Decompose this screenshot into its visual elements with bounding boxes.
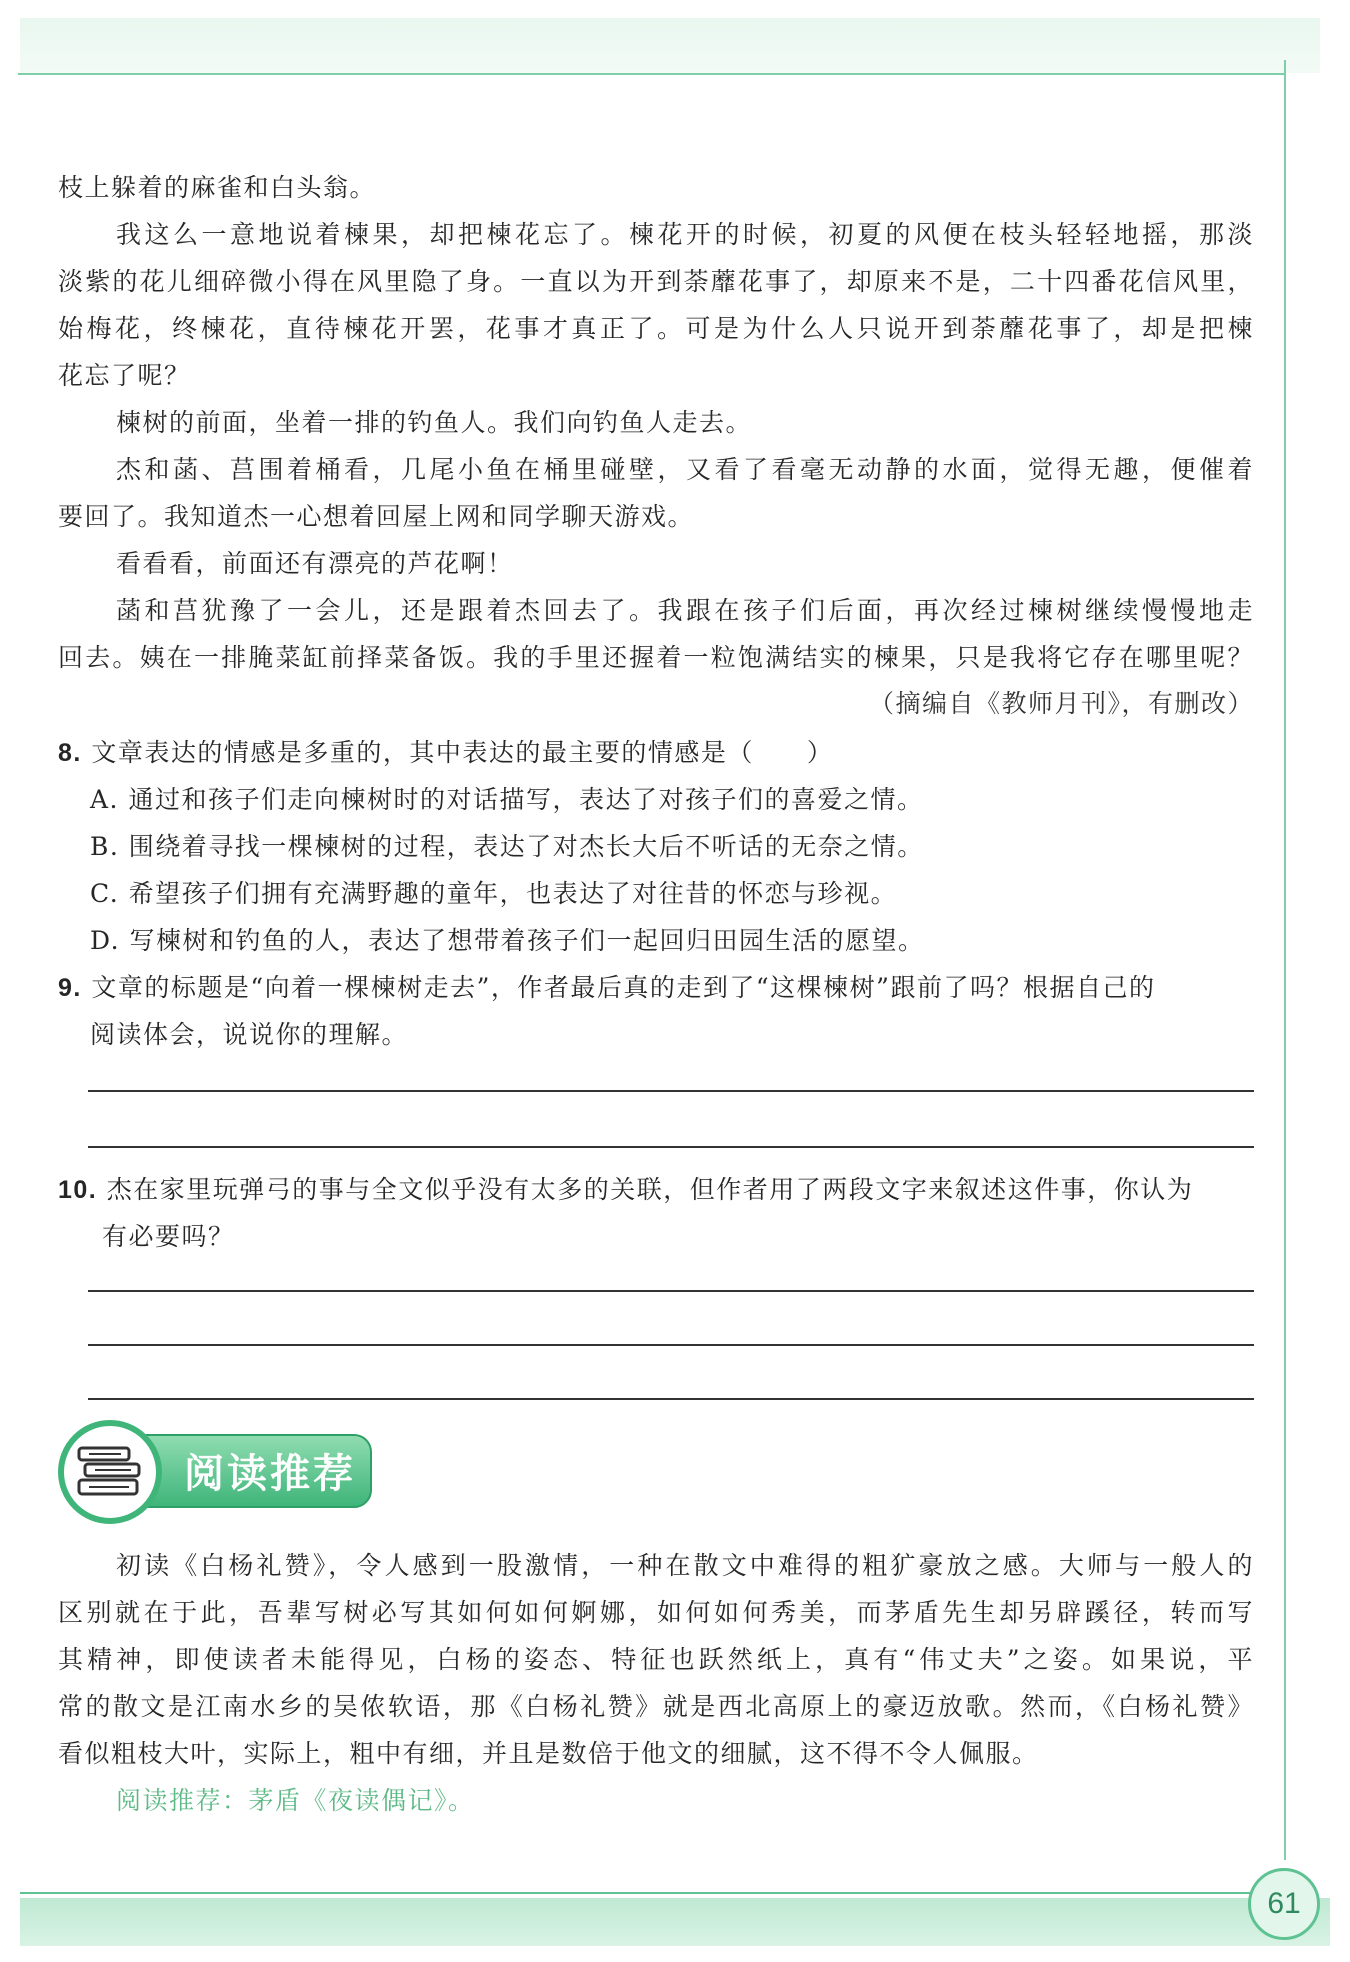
question-number: 8. [58,739,82,767]
answer-line[interactable] [88,1090,1254,1092]
page-number: 61 [1248,1868,1320,1940]
question-stem: 文章的标题是“向着一棵楝树走去”，作者最后真的走到了“这棵楝树”跟前了吗？根据自己的 [91,973,1156,1002]
frame-right-border [1284,60,1286,1860]
question-9-stem-line2: 阅读体会，说说你的理解。 [90,1020,409,1049]
question-stem: 杰在家里玩弹弓的事与全文似乎没有太多的关联，但作者用了两段文字来叙述这件事，你认为 [106,1175,1194,1204]
passage-line: 杰和菡、莒围着桶看，几尾小鱼在桶里碰壁，又看了看毫无动静的水面，觉得无趣，便催着 [116,455,1254,484]
passage-line: 菡和莒犹豫了一会儿，还是跟着杰回去了。我跟在孩子们后面，再次经过楝树继续慢慢地走 [116,596,1254,625]
answer-line[interactable] [88,1398,1254,1400]
header-band [20,18,1320,73]
books-icon [58,1420,162,1524]
passage-line: 回去。姨在一排腌菜缸前择菜备饭。我的手里还握着一粒饱满结实的楝果，只是我将它存在哪里呢？ [58,643,1254,672]
section-title: 阅读推荐 [184,1451,356,1497]
question-number: 9. [58,974,82,1002]
passage-line: 我这么一意地说着楝果，却把楝花忘了。楝花开的时候，初夏的风便在枝头轻轻地摇，那淡 [116,220,1254,249]
passage-line: 要回了。我知道杰一心想着回屋上网和同学聊天游戏。 [58,502,695,531]
source-note: （摘编自《教师月刊》，有删改） [868,689,1254,718]
question-8-stem [58,733,833,769]
passage-line: 枝上躲着的麻雀和白头翁。 [58,173,377,202]
question-10-stem-line2: 有必要吗？ [102,1222,235,1251]
passage-line: 看看看，前面还有漂亮的芦花啊！ [116,549,514,578]
answer-line[interactable] [88,1344,1254,1346]
answer-line[interactable] [88,1146,1254,1148]
option-a: A. 通过和孩子们走向楝树时的对话描写，表达了对孩子们的喜爱之情。 [90,785,924,814]
reading-line: 常的散文是江南水乡的吴侬软语，那《白杨礼赞》就是西北高原上的豪迈放歌。然而，《白杨礼赞》 [58,1692,1254,1721]
passage-line: 花忘了呢？ [58,361,191,390]
reading-line: 区别就在于此，吾辈写树必写其如何如何婀娜，如何如何秀美，而茅盾先生却另辟蹊径，转而写 [58,1598,1254,1627]
passage-line: 楝树的前面，坐着一排的钓鱼人。我们向钓鱼人走去。 [116,408,753,437]
passage-line: 淡紫的花儿细碎微小得在风里隐了身。一直以为开到荼蘼花事了，却原来不是，二十四番花信风里， [58,267,1254,296]
option-c: C. 希望孩子们拥有充满野趣的童年，也表达了对往昔的怀恋与珍视。 [90,879,898,908]
reading-recommendation-badge [58,1420,370,1526]
question-stem: 文章表达的情感是多重的，其中表达的最主要的情感是（ ） [91,738,834,767]
reading-line: 初读《白杨礼赞》，令人感到一股激情，一种在散文中难得的粗犷豪放之感。大师与一般人的 [116,1551,1254,1580]
reading-line: 其精神，即使读者未能得见，白杨的姿态、特征也跃然纸上，真有“伟丈夫”之姿。如果说，平 [58,1645,1254,1674]
passage-line: 始梅花，终楝花，直待楝花开罢，花事才真正了。可是为什么人只说开到荼蘼花事了，却是把楝 [58,314,1254,343]
option-b: B. 围绕着寻找一棵楝树的过程，表达了对杰长大后不听话的无奈之情。 [90,832,924,861]
answer-line[interactable] [88,1290,1254,1292]
footer-line [20,1892,1250,1894]
question-number: 10. [58,1176,98,1204]
question-9-stem-line1 [58,968,1254,1004]
frame-top-border [18,73,1286,75]
reading-line: 看似粗枝大叶，实际上，粗中有细，并且是数倍于他文的细腻，这不得不令人佩服。 [58,1739,1039,1768]
question-10-stem-line1 [58,1170,1193,1206]
footer-band [20,1898,1330,1946]
option-d: D. 写楝树和钓鱼的人，表达了想带着孩子们一起回归田园生活的愿望。 [90,926,925,955]
recommendation-line: 阅读推荐：茅盾《夜读偶记》。 [116,1786,475,1815]
